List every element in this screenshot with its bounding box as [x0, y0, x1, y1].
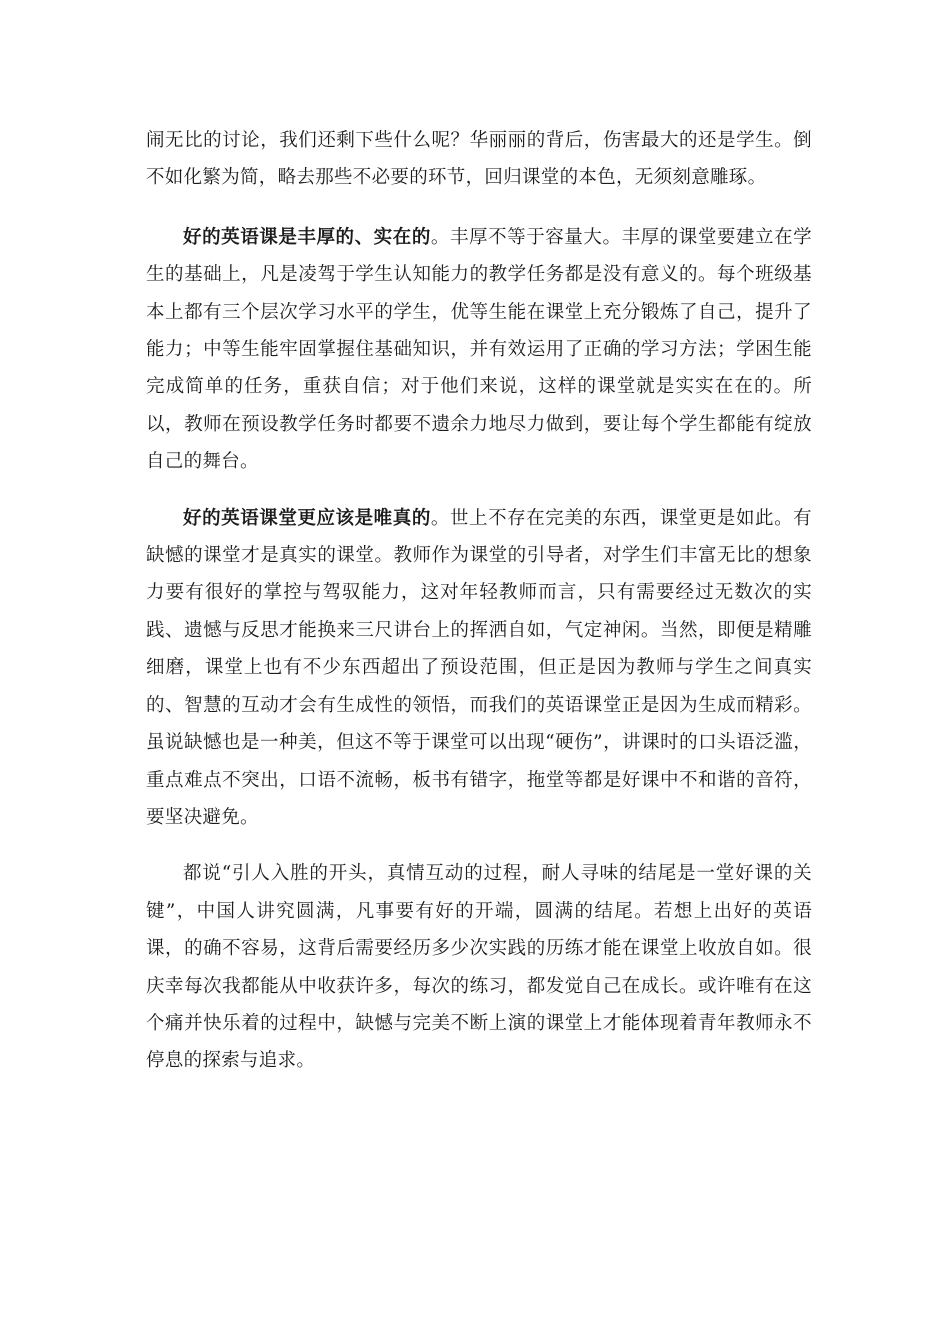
paragraph-lead-bold: 好的英语课堂更应该是唯真的 — [183, 507, 431, 529]
paragraph-authentic — [146, 500, 812, 837]
paragraph-continuation — [146, 122, 812, 197]
paragraph-text: 都说“引人入胜的开头，真情互动的过程，耐人寻味的结尾是一堂好课的关键”，中国人讲究圆满，凡事要有好的开端，圆满的结尾。若想上出好的英语课，的确不容易，这背后需要经历多少次实践的历练才能在课堂上收放自如。很庆幸每次我都能从中收获许多，每次的练习，都发觉自己在成长。或许唯有在这个痛并快乐着的过程中，缺憾与完美不断上演的课堂上才能体现着青年教师永不停息的探索与追求。 — [146, 863, 812, 1072]
paragraph-rich-solid — [146, 219, 812, 481]
paragraph-text: 闹无比的讨论，我们还剩下些什么呢？华丽丽的背后，伤害最大的还是学生。倒不如化繁为简，略去那些不必要的环节，回归课堂的本色，无须刻意雕琢。 — [146, 130, 812, 189]
paragraph-text: 。丰厚不等于容量大。丰厚的课堂要建立在学生的基础上，凡是凌驾于学生认知能力的教学任务都是没有意义的。每个班级基本上都有三个层次学习水平的学生，优等生能在课堂上充分锻炼了自己，提升了能力；中等生能牢固掌握住基础知识，并有效运用了正确的学习方法；学困生能完成简单的任务，重获自信；对于他们来说，这样的课堂就是实实在在的。所以，教师在预设教学任务时都要不遗余力地尽力做到，要让每个学生都能有绽放自己的舞台。 — [146, 226, 812, 473]
paragraph-lead-bold: 好的英语课是丰厚的、实在的 — [183, 226, 431, 248]
paragraph-text: 。世上不存在完美的东西，课堂更是如此。有缺憾的课堂才是真实的课堂。教师作为课堂的引导者，对学生们丰富无比的想象力要有很好的掌控与驾驭能力，这对年轻教师而言，只有需要经过无数次的实践、遗憾与反思才能换来三尺讲台上的挥洒自如，气定神闲。当然，即便是精雕细磨，课堂上也有不少东西超出了预设范围，但正是因为教师与学生之间真实的、智慧的互动才会有生成性的领悟，而我们的英语课堂正是因为生成而精彩。虽说缺憾也是一种美，但这不等于课堂可以出现“硬伤”，讲课时的口头语泛滥，重点难点不突出，口语不流畅，板书有错字，拖堂等都是好课中不和谐的音符，要坚决避免。 — [146, 507, 812, 828]
paragraph-conclusion — [146, 855, 812, 1079]
document-body — [146, 122, 812, 1080]
